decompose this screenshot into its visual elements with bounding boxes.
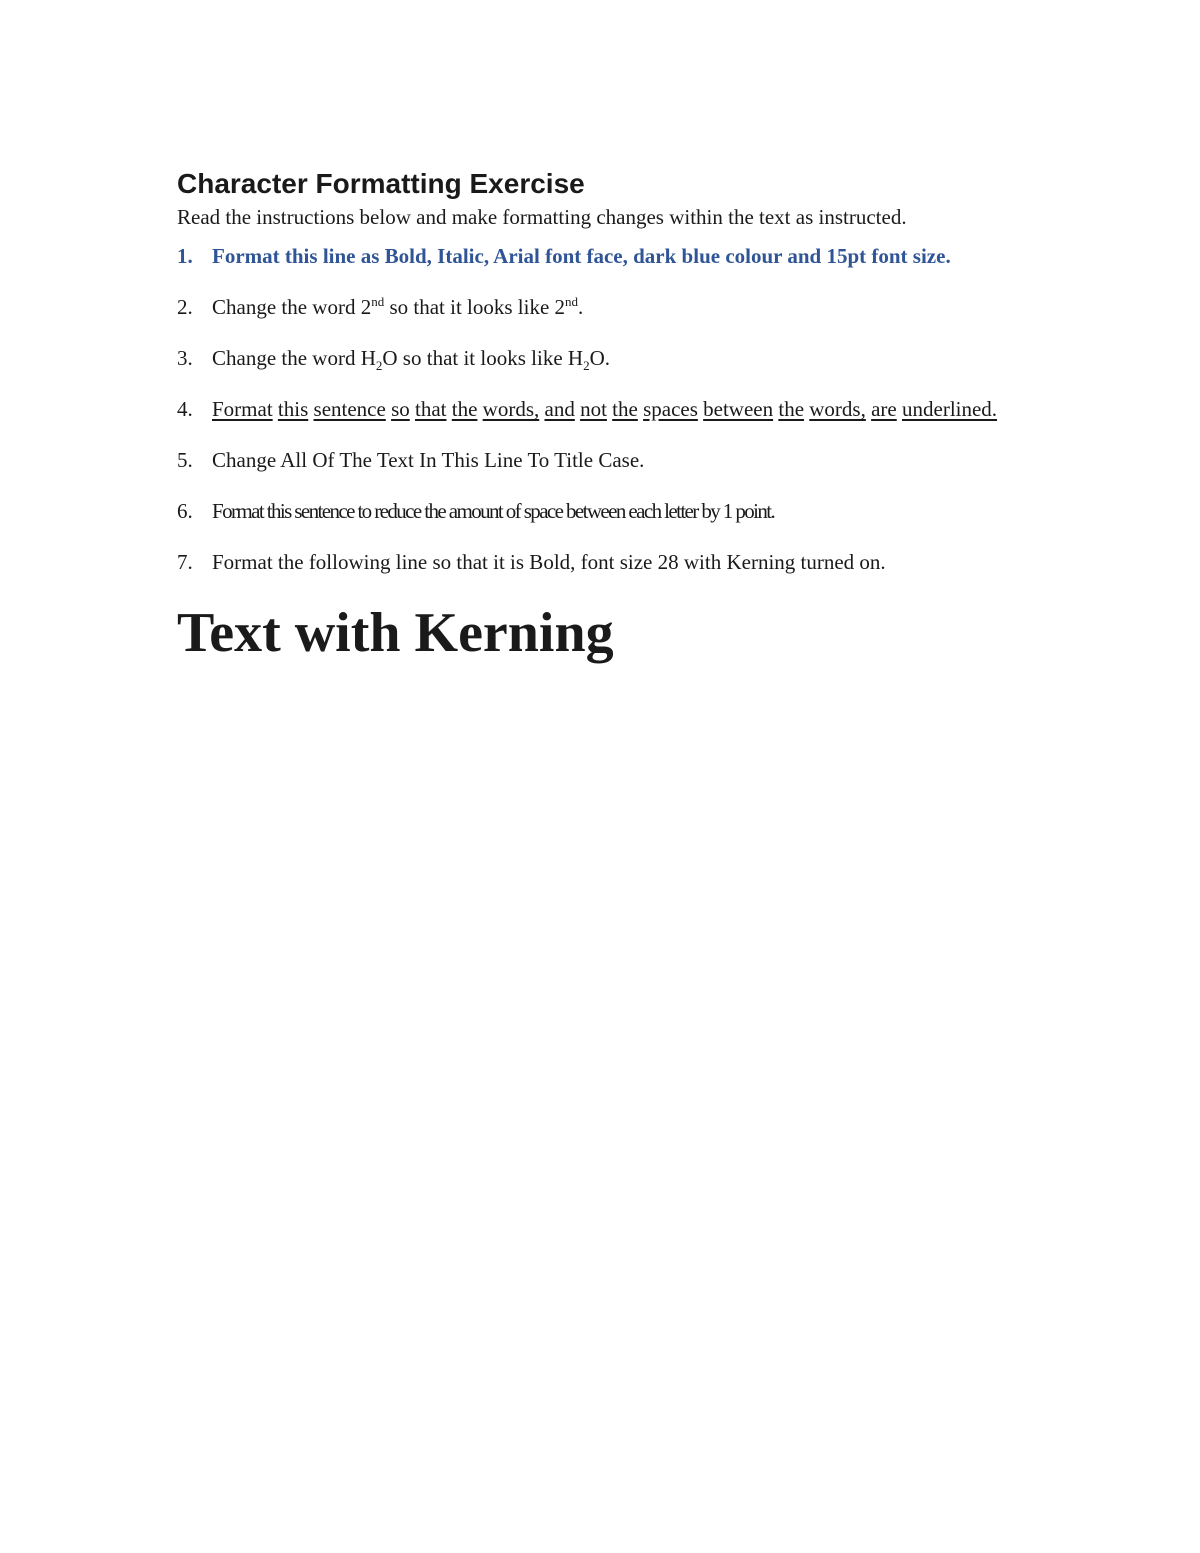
item-text: Format this line as Bold, Italic, Arial font face, dark blue colour and 15pt font size. bbox=[212, 244, 951, 268]
underlined-word: between bbox=[703, 397, 774, 421]
underlined-word: that bbox=[415, 397, 447, 421]
instruction-list bbox=[177, 243, 1007, 576]
document-title: Character Formatting Exercise bbox=[177, 168, 585, 199]
list-item bbox=[177, 294, 1007, 321]
list-number: 6. bbox=[177, 499, 193, 523]
intro-paragraph: Read the instructions below and make formatting changes within the text as instructed. bbox=[177, 205, 907, 229]
list-item bbox=[177, 396, 1007, 423]
text-run: O. bbox=[589, 346, 610, 370]
item-text bbox=[212, 346, 610, 374]
list-item bbox=[177, 498, 1007, 525]
list-item bbox=[177, 549, 1007, 576]
list-number: 2. bbox=[177, 295, 193, 319]
underlined-word: the bbox=[778, 397, 805, 421]
underlined-word: not bbox=[580, 397, 607, 421]
list-item bbox=[177, 447, 1007, 474]
subscript: 2 bbox=[375, 358, 383, 374]
list-number: 5. bbox=[177, 448, 193, 472]
item-text bbox=[212, 295, 583, 319]
text-run: Change the word H bbox=[212, 346, 376, 370]
superscript: nd bbox=[371, 294, 385, 309]
underlined-word: spaces bbox=[643, 397, 698, 421]
list-number: 3. bbox=[177, 346, 193, 370]
underlined-word: are bbox=[871, 397, 897, 421]
kerning-text: Text with Kerning bbox=[177, 602, 614, 664]
underlined-word: sentence bbox=[313, 397, 386, 421]
list-number: 4. bbox=[177, 397, 193, 421]
underlined-word: words, bbox=[809, 397, 866, 421]
list-number: 7. bbox=[177, 550, 193, 574]
underlined-word: words, bbox=[482, 397, 540, 421]
item-text: Format the following line so that it is Bold, font size 28 with Kerning turned on. bbox=[212, 550, 886, 574]
underlined-word: and bbox=[544, 397, 575, 421]
superscript: nd bbox=[565, 294, 579, 309]
item-text: Change All Of The Text In This Line To Title Case. bbox=[212, 448, 645, 472]
list-number: 1. bbox=[177, 244, 193, 268]
underlined-word: underlined. bbox=[902, 397, 998, 421]
underlined-word: Format bbox=[212, 397, 273, 421]
subscript: 2 bbox=[583, 358, 590, 374]
list-item bbox=[177, 243, 1007, 270]
item-text bbox=[212, 397, 997, 421]
underlined-word: so bbox=[391, 397, 410, 421]
underlined-word: the bbox=[451, 397, 478, 421]
text-run: Change the word 2 bbox=[212, 295, 372, 319]
item-text: Format this sentence to reduce the amount of space between each letter by 1 point. bbox=[212, 499, 775, 523]
list-item bbox=[177, 345, 1007, 372]
document-body bbox=[177, 166, 1007, 666]
text-run: . bbox=[578, 295, 584, 319]
underlined-word: this bbox=[277, 397, 309, 421]
underlined-word: the bbox=[612, 397, 638, 421]
text-run: O so that it looks like H bbox=[382, 346, 584, 370]
text-run: so that it looks like 2 bbox=[384, 295, 566, 319]
